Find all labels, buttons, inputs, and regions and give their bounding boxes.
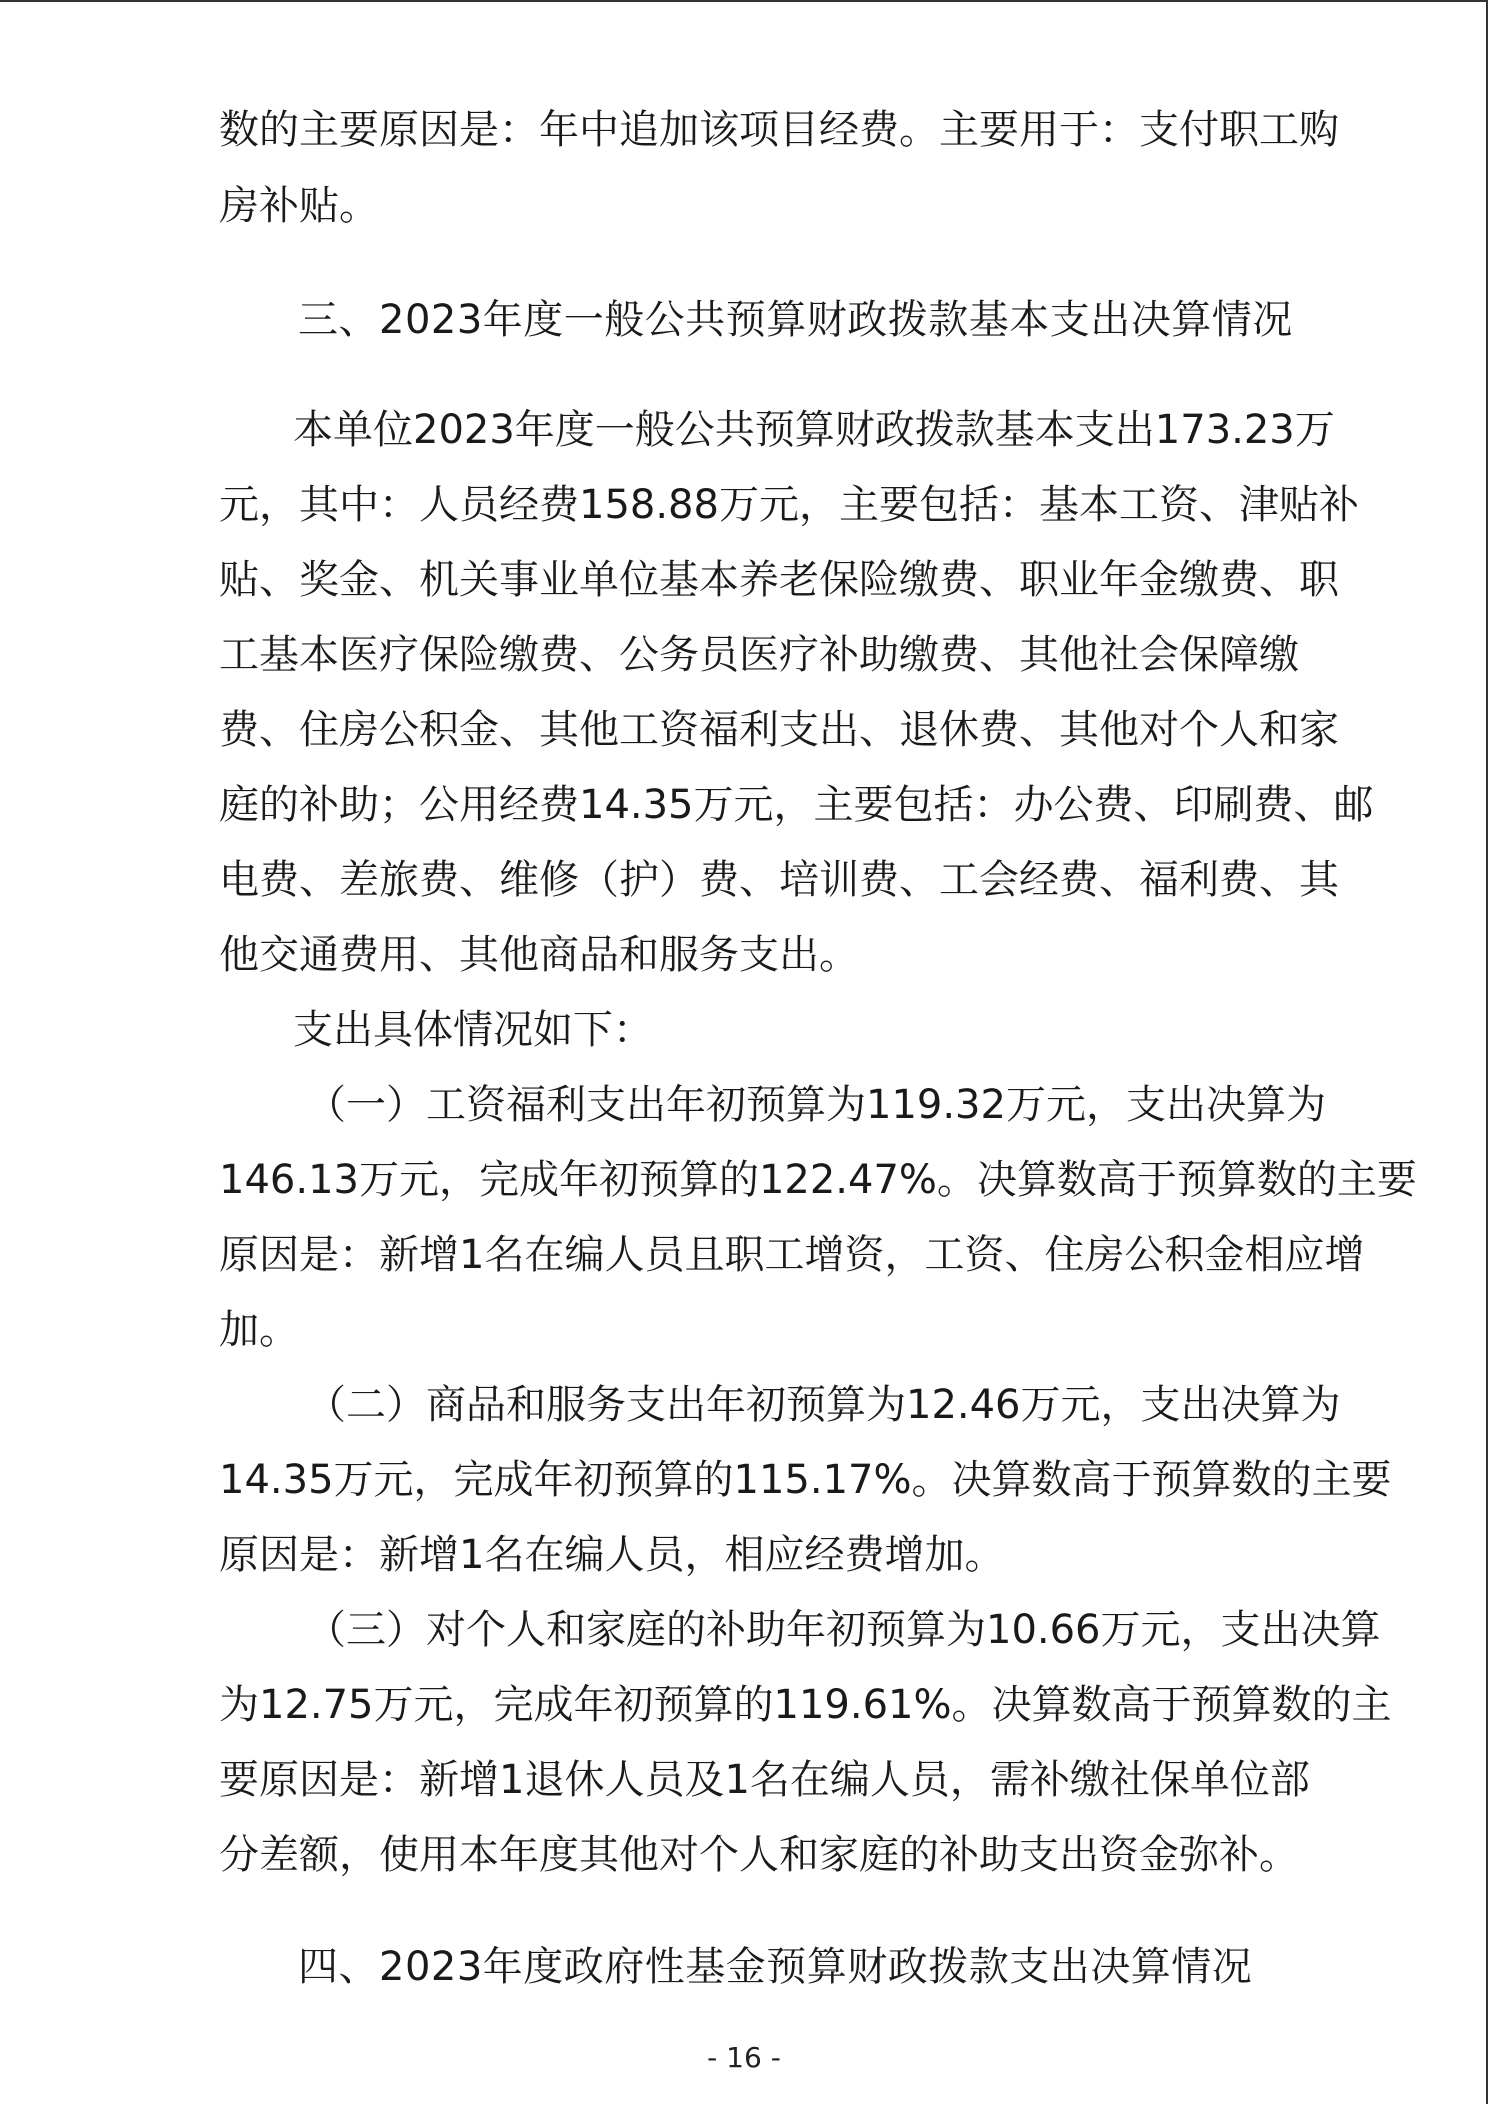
item-2-line-3: 原因是：新增1名在编人员，相应经费增加。 [219,1532,1005,1578]
section-3-para2: 支出具体情况如下： [293,1007,653,1053]
intro-line-2: 房补贴。 [219,183,379,229]
item-2-line-1: （二）商品和服务支出年初预算为12.46万元，支出决算为 [306,1382,1341,1428]
item-1-line-4: 加。 [219,1307,299,1353]
page-number: - 16 - [707,2041,781,2074]
section-4-heading: 四、2023年度政府性基金预算财政拨款支出决算情况 [298,1944,1253,1990]
section-3-para1-line-4: 工基本医疗保险缴费、公务员医疗补助缴费、其他社会保障缴 [219,632,1299,678]
item-3-line-1: （三）对个人和家庭的补助年初预算为10.66万元，支出决算 [306,1607,1381,1653]
item-1-line-1: （一）工资福利支出年初预算为119.32万元，支出决算为 [306,1082,1326,1128]
section-3-para1-line-5: 费、住房公积金、其他工资福利支出、退休费、其他对个人和家 [219,707,1339,753]
section-3-para1-line-3: 贴、奖金、机关事业单位基本养老保险缴费、职业年金缴费、职 [219,557,1339,603]
item-2-line-2: 14.35万元，完成年初预算的115.17%。决算数高于预算数的主要 [219,1457,1392,1503]
section-3-para1-line-1: 本单位2023年度一般公共预算财政拨款基本支出173.23万 [293,407,1335,453]
item-3-line-2: 为12.75万元，完成年初预算的119.61%。决算数高于预算数的主 [219,1682,1392,1728]
section-3-para1-line-8: 他交通费用、其他商品和服务支出。 [219,932,859,978]
section-3-para1-line-7: 电费、差旅费、维修（护）费、培训费、工会经费、福利费、其 [219,857,1339,903]
item-3-line-4: 分差额，使用本年度其他对个人和家庭的补助支出资金弥补。 [219,1832,1299,1878]
item-1-line-2: 146.13万元，完成年初预算的122.47%。决算数高于预算数的主要 [219,1157,1417,1203]
intro-line-1: 数的主要原因是：年中追加该项目经费。主要用于：支付职工购 [219,107,1339,153]
item-1-line-3: 原因是：新增1名在编人员且职工增资，工资、住房公积金相应增 [219,1232,1365,1278]
item-3-line-3: 要原因是：新增1退休人员及1名在编人员，需补缴社保单位部 [219,1757,1310,1803]
section-3-heading: 三、2023年度一般公共预算财政拨款基本支出决算情况 [298,297,1293,343]
section-3-para1-line-6: 庭的补助；公用经费14.35万元，主要包括：办公费、印刷费、邮 [219,782,1374,828]
section-3-para1-line-2: 元，其中：人员经费158.88万元，主要包括：基本工资、津贴补 [219,482,1359,528]
